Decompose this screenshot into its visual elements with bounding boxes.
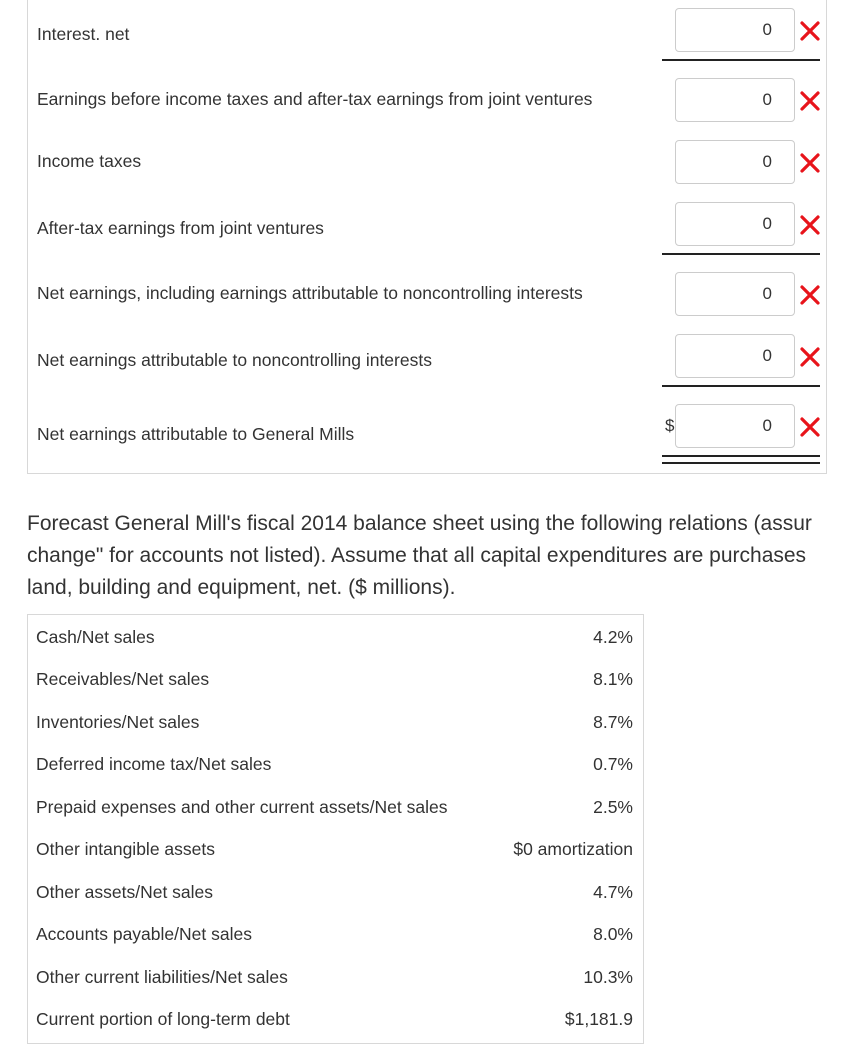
relation-label: Receivables/Net sales xyxy=(36,669,210,689)
currency-symbol: $ xyxy=(665,416,675,435)
income-taxes-input[interactable] xyxy=(675,140,795,184)
relation-label: Other current liabilities/Net sales xyxy=(36,967,288,987)
red-x-icon xyxy=(799,346,821,368)
red-x-icon xyxy=(799,284,821,306)
relation-label: Deferred income tax/Net sales xyxy=(36,754,272,774)
relation-value: 2.5% xyxy=(593,797,633,817)
net-earnings-incl-nci-input[interactable] xyxy=(675,272,795,316)
relation-value: $1,181.9 xyxy=(564,1009,633,1029)
red-x-icon xyxy=(799,90,821,112)
total-double-rule-bottom xyxy=(662,462,820,464)
red-x-icon xyxy=(799,416,821,438)
relation-label: Accounts payable/Net sales xyxy=(36,924,252,944)
relation-value: 4.2% xyxy=(593,627,633,647)
subtotal-rule xyxy=(662,59,820,61)
row-label-after-tax-jv: After-tax earnings from joint ventures xyxy=(37,218,324,238)
red-x-icon xyxy=(799,152,821,174)
relation-value: 4.7% xyxy=(593,882,633,902)
relation-value: 8.7% xyxy=(593,712,633,732)
subtotal-rule xyxy=(662,253,820,255)
relation-label: Prepaid expenses and other current assets/Net sales xyxy=(36,797,448,817)
red-x-icon xyxy=(799,214,821,236)
row-label-income-taxes: Income taxes xyxy=(37,151,142,171)
question-text xyxy=(27,508,850,604)
relation-label: Current portion of long-term debt xyxy=(36,1009,290,1029)
subtotal-rule xyxy=(662,385,820,387)
question-line-3: land, building and equipment, net. ($ millions). xyxy=(27,576,456,599)
earnings-before-taxes-input[interactable] xyxy=(675,78,795,122)
relation-value: $0 amortization xyxy=(513,839,633,859)
relation-label: Other intangible assets xyxy=(36,839,215,859)
relation-label: Cash/Net sales xyxy=(36,627,155,647)
relations-table xyxy=(27,614,644,1044)
relation-value: 10.3% xyxy=(583,967,633,987)
row-label-net-earnings-incl-nci: Net earnings, including earnings attributable to noncontrolling interests xyxy=(37,283,583,303)
row-label-earnings-before-taxes: Earnings before income taxes and after-tax earnings from joint ventures xyxy=(37,89,593,109)
income-statement-panel xyxy=(27,0,827,474)
relation-value: 8.1% xyxy=(593,669,633,689)
question-line-2: change" for accounts not listed). Assume that all capital expenditures are purchases xyxy=(27,544,807,567)
net-earnings-gm-input[interactable] xyxy=(675,404,795,448)
relation-value: 8.0% xyxy=(593,924,633,944)
relation-label: Other assets/Net sales xyxy=(36,882,214,902)
red-x-icon xyxy=(799,20,821,42)
question-line-1: Forecast General Mill's fiscal 2014 balance sheet using the following relations (assur xyxy=(27,512,812,535)
total-double-rule-top xyxy=(662,455,820,457)
row-label-interest-net: Interest. net xyxy=(37,24,130,44)
nci-input[interactable] xyxy=(675,334,795,378)
row-label-net-earnings-gm: Net earnings attributable to General Mills xyxy=(37,424,355,444)
relation-value: 0.7% xyxy=(593,754,633,774)
relation-label: Inventories/Net sales xyxy=(36,712,200,732)
interest-net-input[interactable] xyxy=(675,8,795,52)
row-label-nci: Net earnings attributable to noncontrolling interests xyxy=(37,350,432,370)
after-tax-jv-input[interactable] xyxy=(675,202,795,246)
